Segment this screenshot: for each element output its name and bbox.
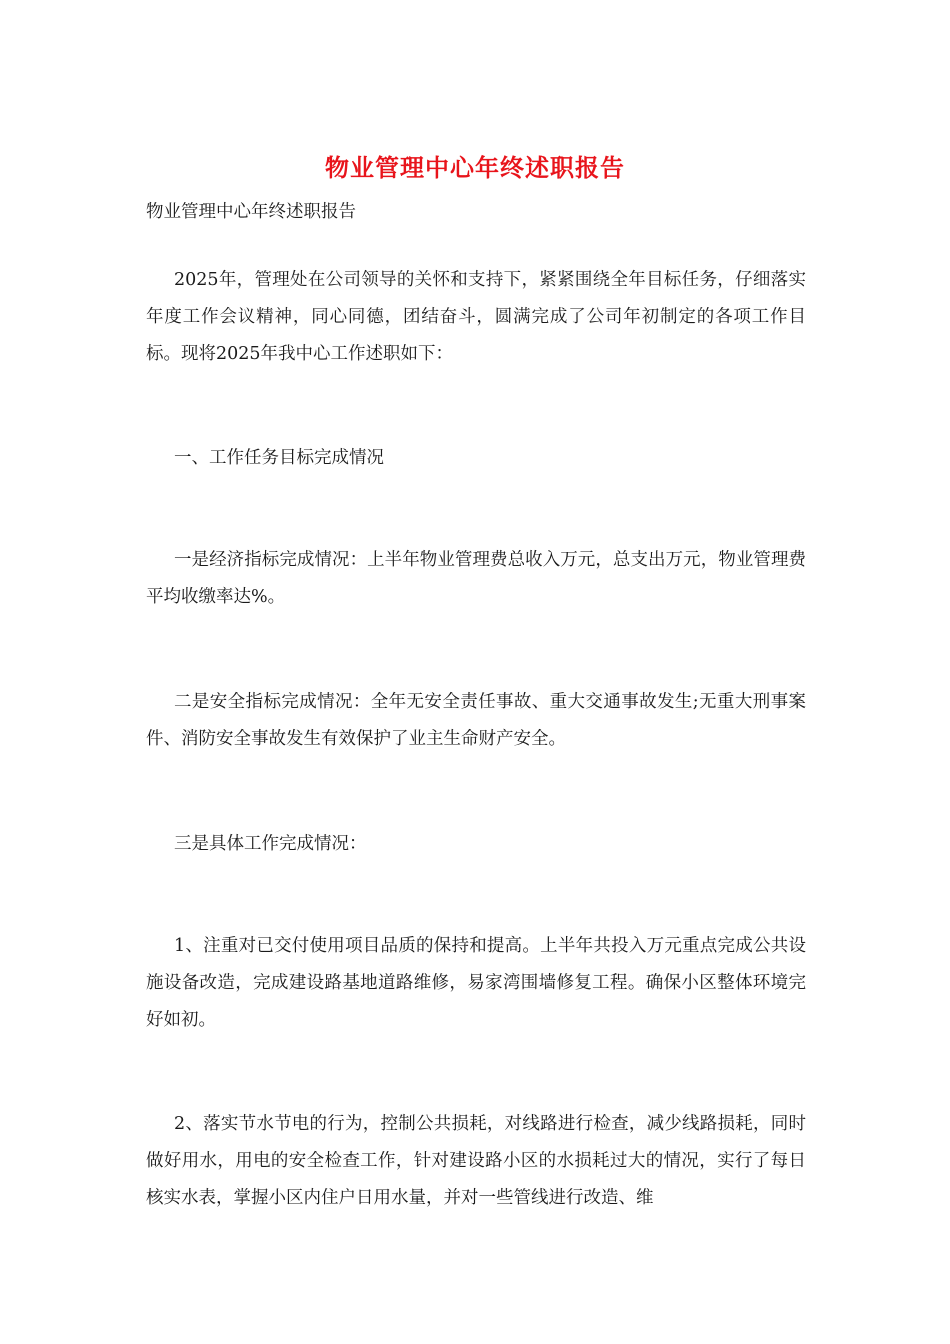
paragraph-specific-work-heading: 三是具体工作完成情况： (174, 834, 367, 854)
paragraph-economic-indicators: 一是经济指标完成情况：上半年物业管理费总收入万元，总支出万元，物业管理费平均收缴率达%。 (146, 550, 806, 607)
paragraph-item-2: 2、落实节水节电的行为，控制公共损耗，对线路进行检查，减少线路损耗，同时做好用水，用电的安全检查工作，针对建设路小区的水损耗过大的情况，实行了每日核实水表，掌握小区内住户日用水量，并对一些管线进行改造、维 (146, 1114, 806, 1208)
document-subtitle: 物业管理中心年终述职报告 (146, 202, 356, 222)
section-heading-goals: 一、工作任务目标完成情况 (174, 448, 384, 468)
paragraph-item-1: 1、注重对已交付使用项目品质的保持和提高。上半年共投入万元重点完成公共设施设备改造，完成建设路基地道路维修，易家湾围墙修复工程。确保小区整体环境完好如初。 (146, 936, 806, 1030)
paragraph-safety-indicators: 二是安全指标完成情况：全年无安全责任事故、重大交通事故发生;无重大刑事案件、消防安全事故发生有效保护了业主生命财产安全。 (146, 692, 806, 749)
paragraph-intro: 2025年，管理处在公司领导的关怀和支持下，紧紧围绕全年目标任务，仔细落实年度工作会议精神，同心同德，团结奋斗，圆满完成了公司年初制定的各项工作目标。现将2025年我中心工作述职如下： (146, 270, 806, 364)
document-title: 物业管理中心年终述职报告 (325, 153, 625, 182)
